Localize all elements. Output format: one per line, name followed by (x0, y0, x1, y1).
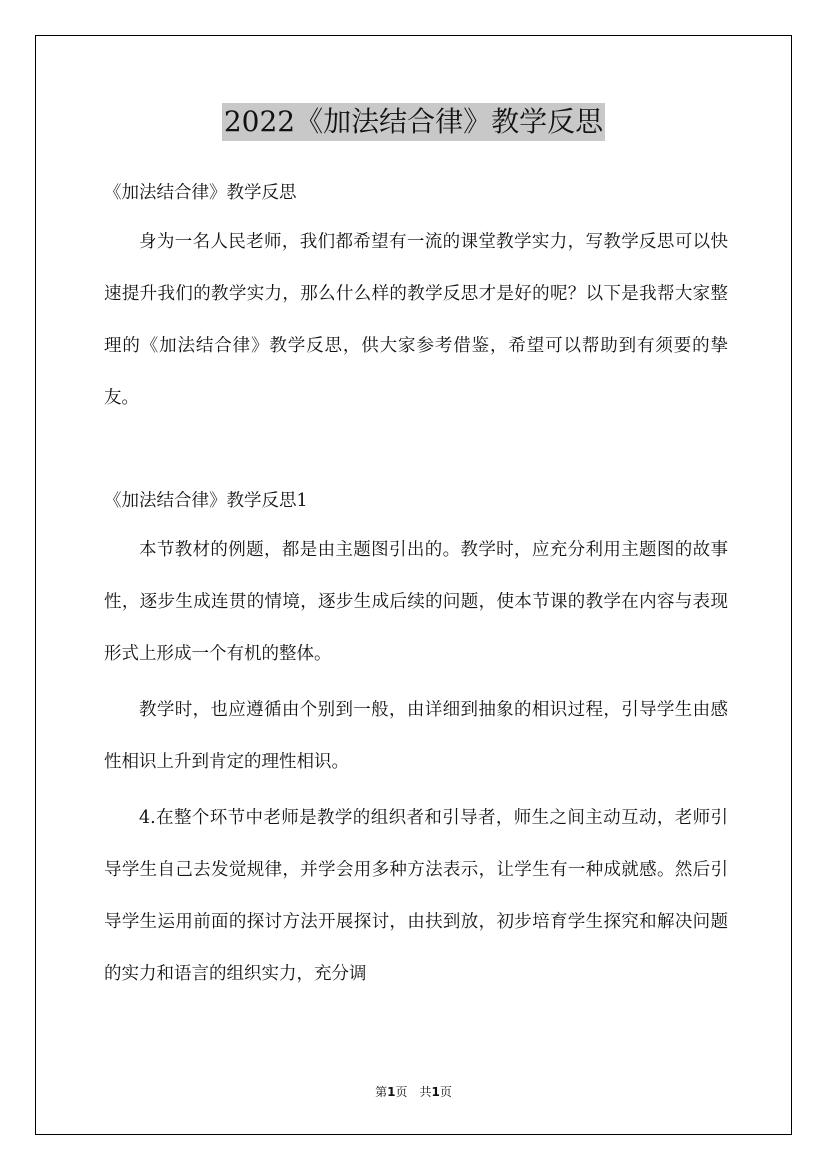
page-prefix: 第 (375, 1085, 388, 1099)
page-number: 1 (387, 1085, 396, 1099)
document-title: 2022《加法结合律》教学反思 (222, 103, 605, 141)
total-pages: 1 (431, 1085, 440, 1099)
section-heading: 《加法结合律》教学反思1 (104, 491, 308, 511)
total-suffix: 页 (439, 1085, 452, 1099)
total-prefix: 共 (419, 1085, 432, 1099)
body-paragraph-1: 本节教材的例题，都是由主题图引出的。教学时，应充分利用主题图的故事性，逐步生成连贯的情境，逐步生成后续的问题，使本节课的教学在内容与表现形式上形成一个有机的整体。 (104, 540, 728, 664)
document-subtitle: 《加法结合律》教学反思 (104, 183, 297, 203)
document-body (104, 172, 728, 1000)
title-container (0, 103, 827, 141)
body-paragraph-3: 4.在整个环节中老师是教学的组织者和引导者，师生之间主动互动，老师引导学生自己去发觉规律，并学会用多种方法表示，让学生有一种成就感。然后引导学生运用前面的探讨方法开展探讨，由扶到放，初步培育学生探究和解决问题的实力和语言的组织实力，充分调 (104, 808, 728, 984)
page-suffix: 页 (395, 1085, 408, 1099)
intro-paragraph: 身为一名人民老师，我们都希望有一流的课堂教学实力，写教学反思可以快速提升我们的教学实力，那么什么样的教学反思才是好的呢？以下是我帮大家整理的《加法结合律》教学反思，供大家参考借鉴，希望可以帮助到有须要的挚友。 (104, 232, 728, 408)
page-footer (0, 1083, 827, 1100)
body-paragraph-2: 教学时，也应遵循由个别到一般，由详细到抽象的相识过程，引导学生由感性相识上升到肯定的理性相识。 (104, 700, 728, 772)
